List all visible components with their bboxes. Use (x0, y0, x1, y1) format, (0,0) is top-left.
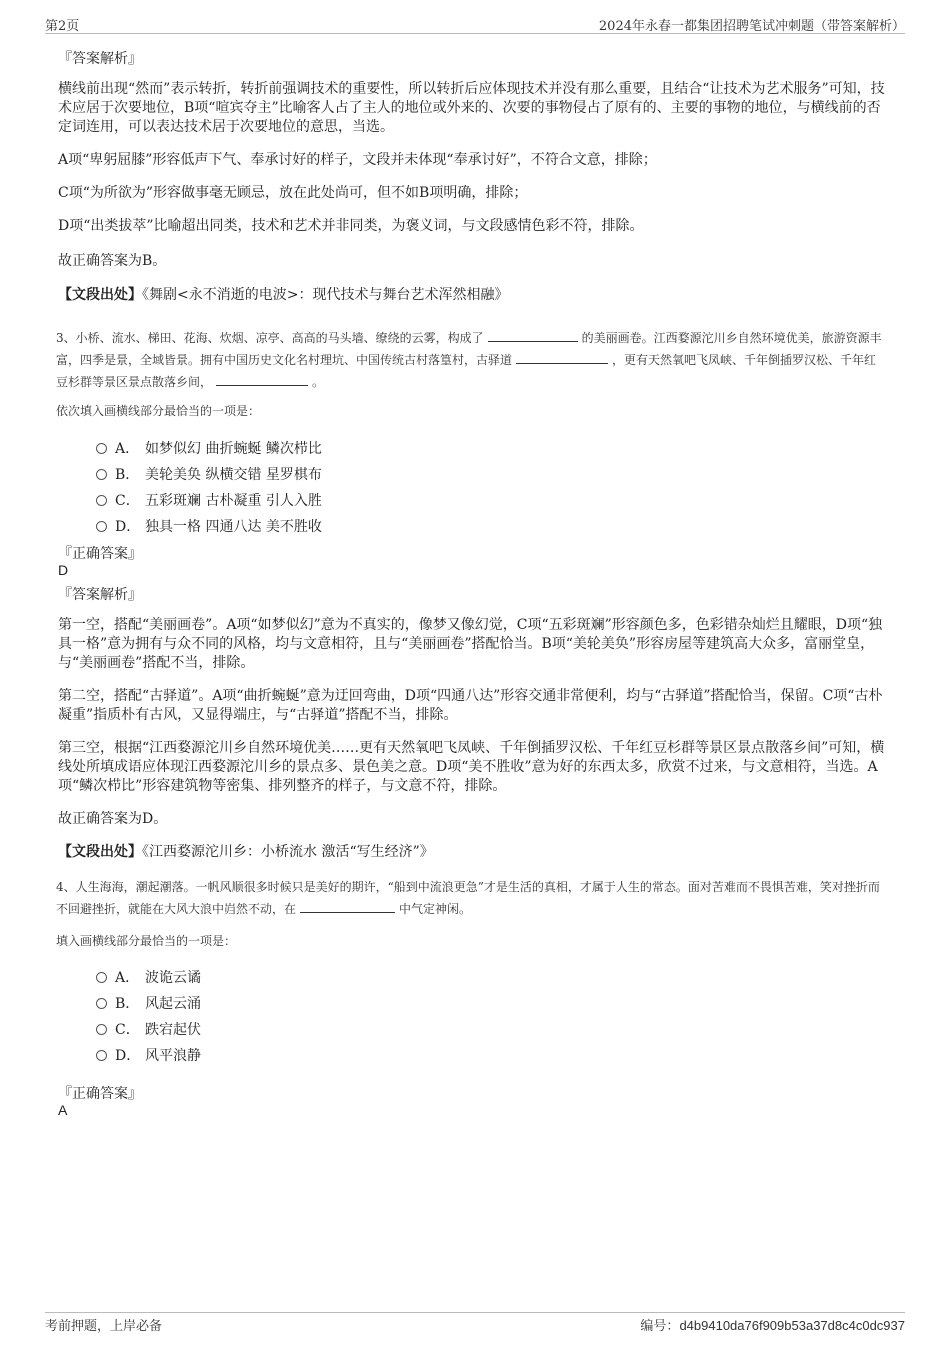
page-header (45, 13, 905, 34)
option-letter: D． (115, 1048, 141, 1064)
option-a[interactable] (96, 967, 201, 987)
fill-blank (516, 349, 608, 364)
source-tag: 【文段出处】 (58, 287, 142, 303)
correct-answer-label: 『正确答案』 (58, 546, 142, 562)
question-stem (56, 876, 886, 920)
analysis-label: 『答案解析』 (58, 587, 142, 603)
option-text: 跌宕起伏 (145, 1022, 201, 1038)
question-prompt: 依次填入画横线部分最恰当的一项是： (56, 404, 261, 418)
analysis-label: 『答案解析』 (58, 51, 142, 67)
document-title: 2024年永春一都集团招聘笔试冲刺题（带答案解析） (598, 19, 905, 34)
stem-text: ，更有天然氧吧飞凤峡、千年倒插罗汉松、千年红豆杉群等景区景点散落乡间， (56, 353, 877, 389)
source-title: 《江西婺源沱川乡：小桥流水 激活“写生经济”》 (142, 844, 434, 860)
analysis-paragraph: D项“出类拔萃”比喻超出同类，技术和艺术并非同类，为褒义词，与文段感情色彩不符，排除。 (58, 218, 644, 234)
analysis-conclusion: 故正确答案为B。 (58, 253, 167, 269)
radio-icon[interactable] (96, 469, 107, 480)
option-b[interactable] (96, 993, 201, 1013)
option-letter: D． (115, 519, 141, 535)
page-number: 第2页 (45, 19, 80, 34)
correct-answer: A (58, 1102, 68, 1118)
analysis-paragraph: 第三空，根据“江西婺源沱川乡自然环境优美……更有天然氧吧飞凤峡、千年倒插罗汉松、千年红豆杉群等景区景点散落乡间”可知，横线处所填成语应体现江西婺源沱川乡的景点多、景色美之意。D项“美不胜收”意为好的东西太多，欣赏不过来，与文意相符，当选。A项“鳞次栉比”形容建筑物等密集、排列整齐的样子，与文意不符，排除。 (58, 740, 885, 794)
source-citation (58, 843, 888, 862)
option-c[interactable] (96, 490, 322, 510)
option-d[interactable] (96, 1045, 201, 1065)
question-prompt: 填入画横线部分最恰当的一项是： (56, 934, 237, 948)
analysis-paragraph: 横线前出现“然而”表示转折，转折前强调技术的重要性，所以转折后应体现技术并没有那么重要，且结合“让技术为艺术服务”可知，技术应居于次要地位，B项“喧宾夺主”比喻客人占了主人的地位或外来的、次要的事物侵占了原有的、主要的事物的地位，与横线前的否定词连用，可以表达技术居于次要地位的意思，当选。 (58, 81, 885, 135)
correct-answer-label: 『正确答案』 (58, 1086, 142, 1102)
stem-text: 4、人生海海，潮起潮落。一帆风顺很多时候只是美好的期许，“船到中流浪更急”才是生活的真相，才属于人生的常态。面对苦难而不畏惧苦难，笑对挫折而不回避挫折，就能在大风大浪中岿然不动，在 (56, 880, 880, 916)
source-title: 《舞剧<永不消逝的电波>：现代技术与舞台艺术浑然相融》 (142, 287, 509, 303)
analysis-paragraph: A项“卑躬屈膝”形容低声下气、奉承讨好的样子，文段并未体现“奉承讨好”，不符合文意，排除； (58, 152, 657, 168)
option-text: 如梦似幻 曲折蜿蜒 鳞次栉比 (145, 441, 322, 457)
page-footer (45, 1312, 905, 1334)
radio-icon[interactable] (96, 1050, 107, 1061)
option-letter: C． (115, 493, 140, 509)
option-text: 波诡云谲 (145, 970, 201, 986)
option-d[interactable] (96, 516, 322, 536)
radio-icon[interactable] (96, 521, 107, 532)
radio-icon[interactable] (96, 998, 107, 1009)
radio-icon[interactable] (96, 1024, 107, 1035)
option-text: 美轮美奂 纵横交错 星罗棋布 (145, 467, 322, 483)
fill-blank (300, 898, 395, 913)
footer-slogan: 考前押题，上岸必备 (45, 1319, 163, 1334)
radio-icon[interactable] (96, 443, 107, 454)
source-citation (58, 286, 888, 305)
option-letter: A． (115, 970, 140, 986)
option-text: 独具一格 四通八达 美不胜收 (145, 519, 322, 535)
code-value: d4b9410da76f909b53a37d8c4c0dc937 (679, 1318, 905, 1333)
stem-text: 。 (312, 375, 325, 389)
option-letter: B． (115, 467, 140, 483)
analysis-conclusion: 故正确答案为D。 (58, 811, 168, 827)
correct-answer: D (58, 562, 69, 578)
option-text: 风平浪静 (145, 1048, 201, 1064)
code-label: 编号： (640, 1319, 680, 1334)
source-tag: 【文段出处】 (58, 844, 142, 860)
option-c[interactable] (96, 1019, 201, 1039)
analysis-paragraph: C项“为所欲为”形容做事毫无顾忌，放在此处尚可，但不如B项明确，排除； (58, 185, 528, 201)
fill-blank (216, 371, 308, 386)
radio-icon[interactable] (96, 972, 107, 983)
stem-text: 3、小桥、流水、梯田、花海、炊烟、凉亭、高高的马头墙、缭绕的云雾，构成了 (56, 331, 484, 345)
option-a[interactable] (96, 438, 322, 458)
document-code (640, 1315, 905, 1334)
stem-text: 中气定神闲。 (399, 902, 472, 916)
option-text: 五彩斑斓 古朴凝重 引人入胜 (145, 493, 322, 509)
option-b[interactable] (96, 464, 322, 484)
question-stem (56, 327, 886, 393)
analysis-paragraph: 第一空，搭配“美丽画卷”。A项“如梦似幻”意为不真实的，像梦又像幻觉，C项“五彩斑斓”形容颜色多，色彩错杂灿烂且耀眼，D项“独具一格”意为拥有与众不同的风格，均与文意相符，且与“美丽画卷”搭配恰当。B项“美轮美奂”形容房屋等建筑高大众多，富丽堂皇，与“美丽画卷”搭配不当，排除。 (58, 617, 883, 671)
fill-blank (488, 327, 578, 342)
option-letter: C． (115, 1022, 140, 1038)
option-letter: B． (115, 996, 140, 1012)
option-letter: A． (115, 441, 140, 457)
option-text: 风起云涌 (145, 996, 201, 1012)
analysis-paragraph: 第二空，搭配“古驿道”。A项“曲折蜿蜒”意为迂回弯曲，D项“四通八达”形容交通非常便利，均与“古驿道”搭配恰当，保留。C项“古朴凝重”指质朴有古风，又显得端庄，与“古驿道”搭配不当，排除。 (58, 688, 883, 723)
stem-text: 的美丽画卷。江西婺源沱川乡自然环境优美，旅游资源丰富，四季是景，全域皆景。拥有中国历史文化名村理坑、中国传统古村落篁村，古驿道 (56, 331, 882, 367)
radio-icon[interactable] (96, 495, 107, 506)
